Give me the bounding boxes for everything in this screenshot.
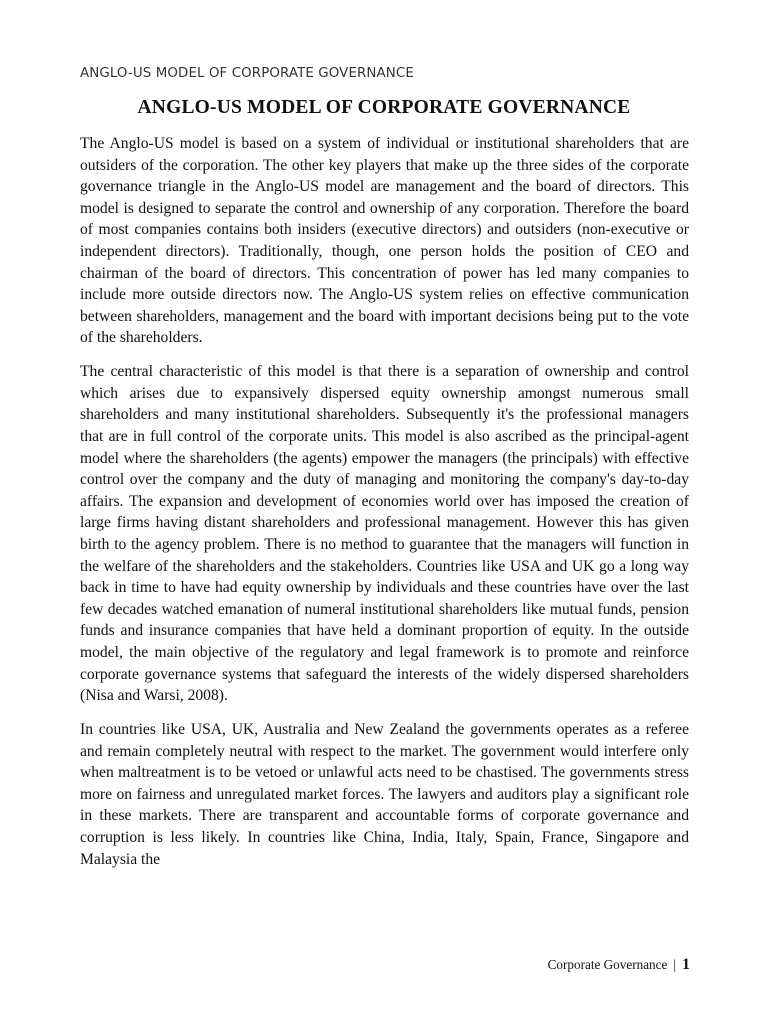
body-paragraph: The Anglo-US model is based on a system of individual or institutional shareholders that are outsiders of the corporation. The other key players that make up the three sides of the corporate governance triangle in the Anglo-US model are management and the board of directors. This model is designed to separate the control and ownership of any corporation. Therefore the board of most companies contains both insiders (executive directors) and outsiders (non-executive or independent directors). Traditionally, though, one person holds the position of CEO and chairman of the board of directors. This concentration of power has led many companies to include more outside directors now. The Anglo-US system relies on effective communication between shareholders, management and the board with important decisions being put to the vote of the shareholders.: [80, 135, 689, 347]
footer-separator: |: [673, 957, 676, 972]
page-footer: [548, 956, 690, 974]
document-title: ANGLO-US MODEL OF CORPORATE GOVERNANCE: [137, 97, 631, 118]
page-number: 1: [682, 956, 690, 973]
document-body: [80, 133, 689, 882]
footer-label: Corporate Governance: [547, 957, 668, 972]
body-paragraph: In countries like USA, UK, Australia and New Zealand the governments operates as a referee and remain completely neutral with respect to the market. The government would interfere only when maltreatment is to be vetoed or unlawful acts need to be chastised. The governments stress more on fairness and unregulated market forces. The lawyers and auditors play a significant role in these markets. There are transparent and accountable forms of corporate governance and corruption is less likely. In countries like China, India, Italy, Spain, France, Singapore and Malaysia the: [80, 721, 689, 868]
body-paragraph: The central characteristic of this model is that there is a separation of ownership and control which arises due to expansively dispersed equity ownership amongst numerous small shareholders and many institutional shareholders. Subsequently it's the professional managers that are in full control of the corporate units. This model is also ascribed as the principal-agent model where the shareholders (the agents) empower the managers (the principals) with effective control over the company and the duty of managing and monitoring the company's day-to-day affairs. The expansion and development of economies world over has imposed the creation of large firms having distant shareholders and professional management. However this has given birth to the agency problem. There is no method to guarantee that the managers will function in the welfare of the shareholders and the stakeholders. Countries like USA and UK go a long way back in time to have had equity ownership by individuals and these countries have over the last few decades watched emanation of numeral institutional shareholders like mutual funds, pension funds and insurance companies that have held a dominant proportion of equity. In the outside model, the main objective of the regulatory and legal framework is to promote and reinforce corporate governance systems that safeguard the interests of the widely dispersed shareholders (Nisa and Warsi, 2008).: [80, 363, 689, 705]
running-header: ANGLO-US MODEL OF CORPORATE GOVERNANCE: [80, 66, 414, 81]
